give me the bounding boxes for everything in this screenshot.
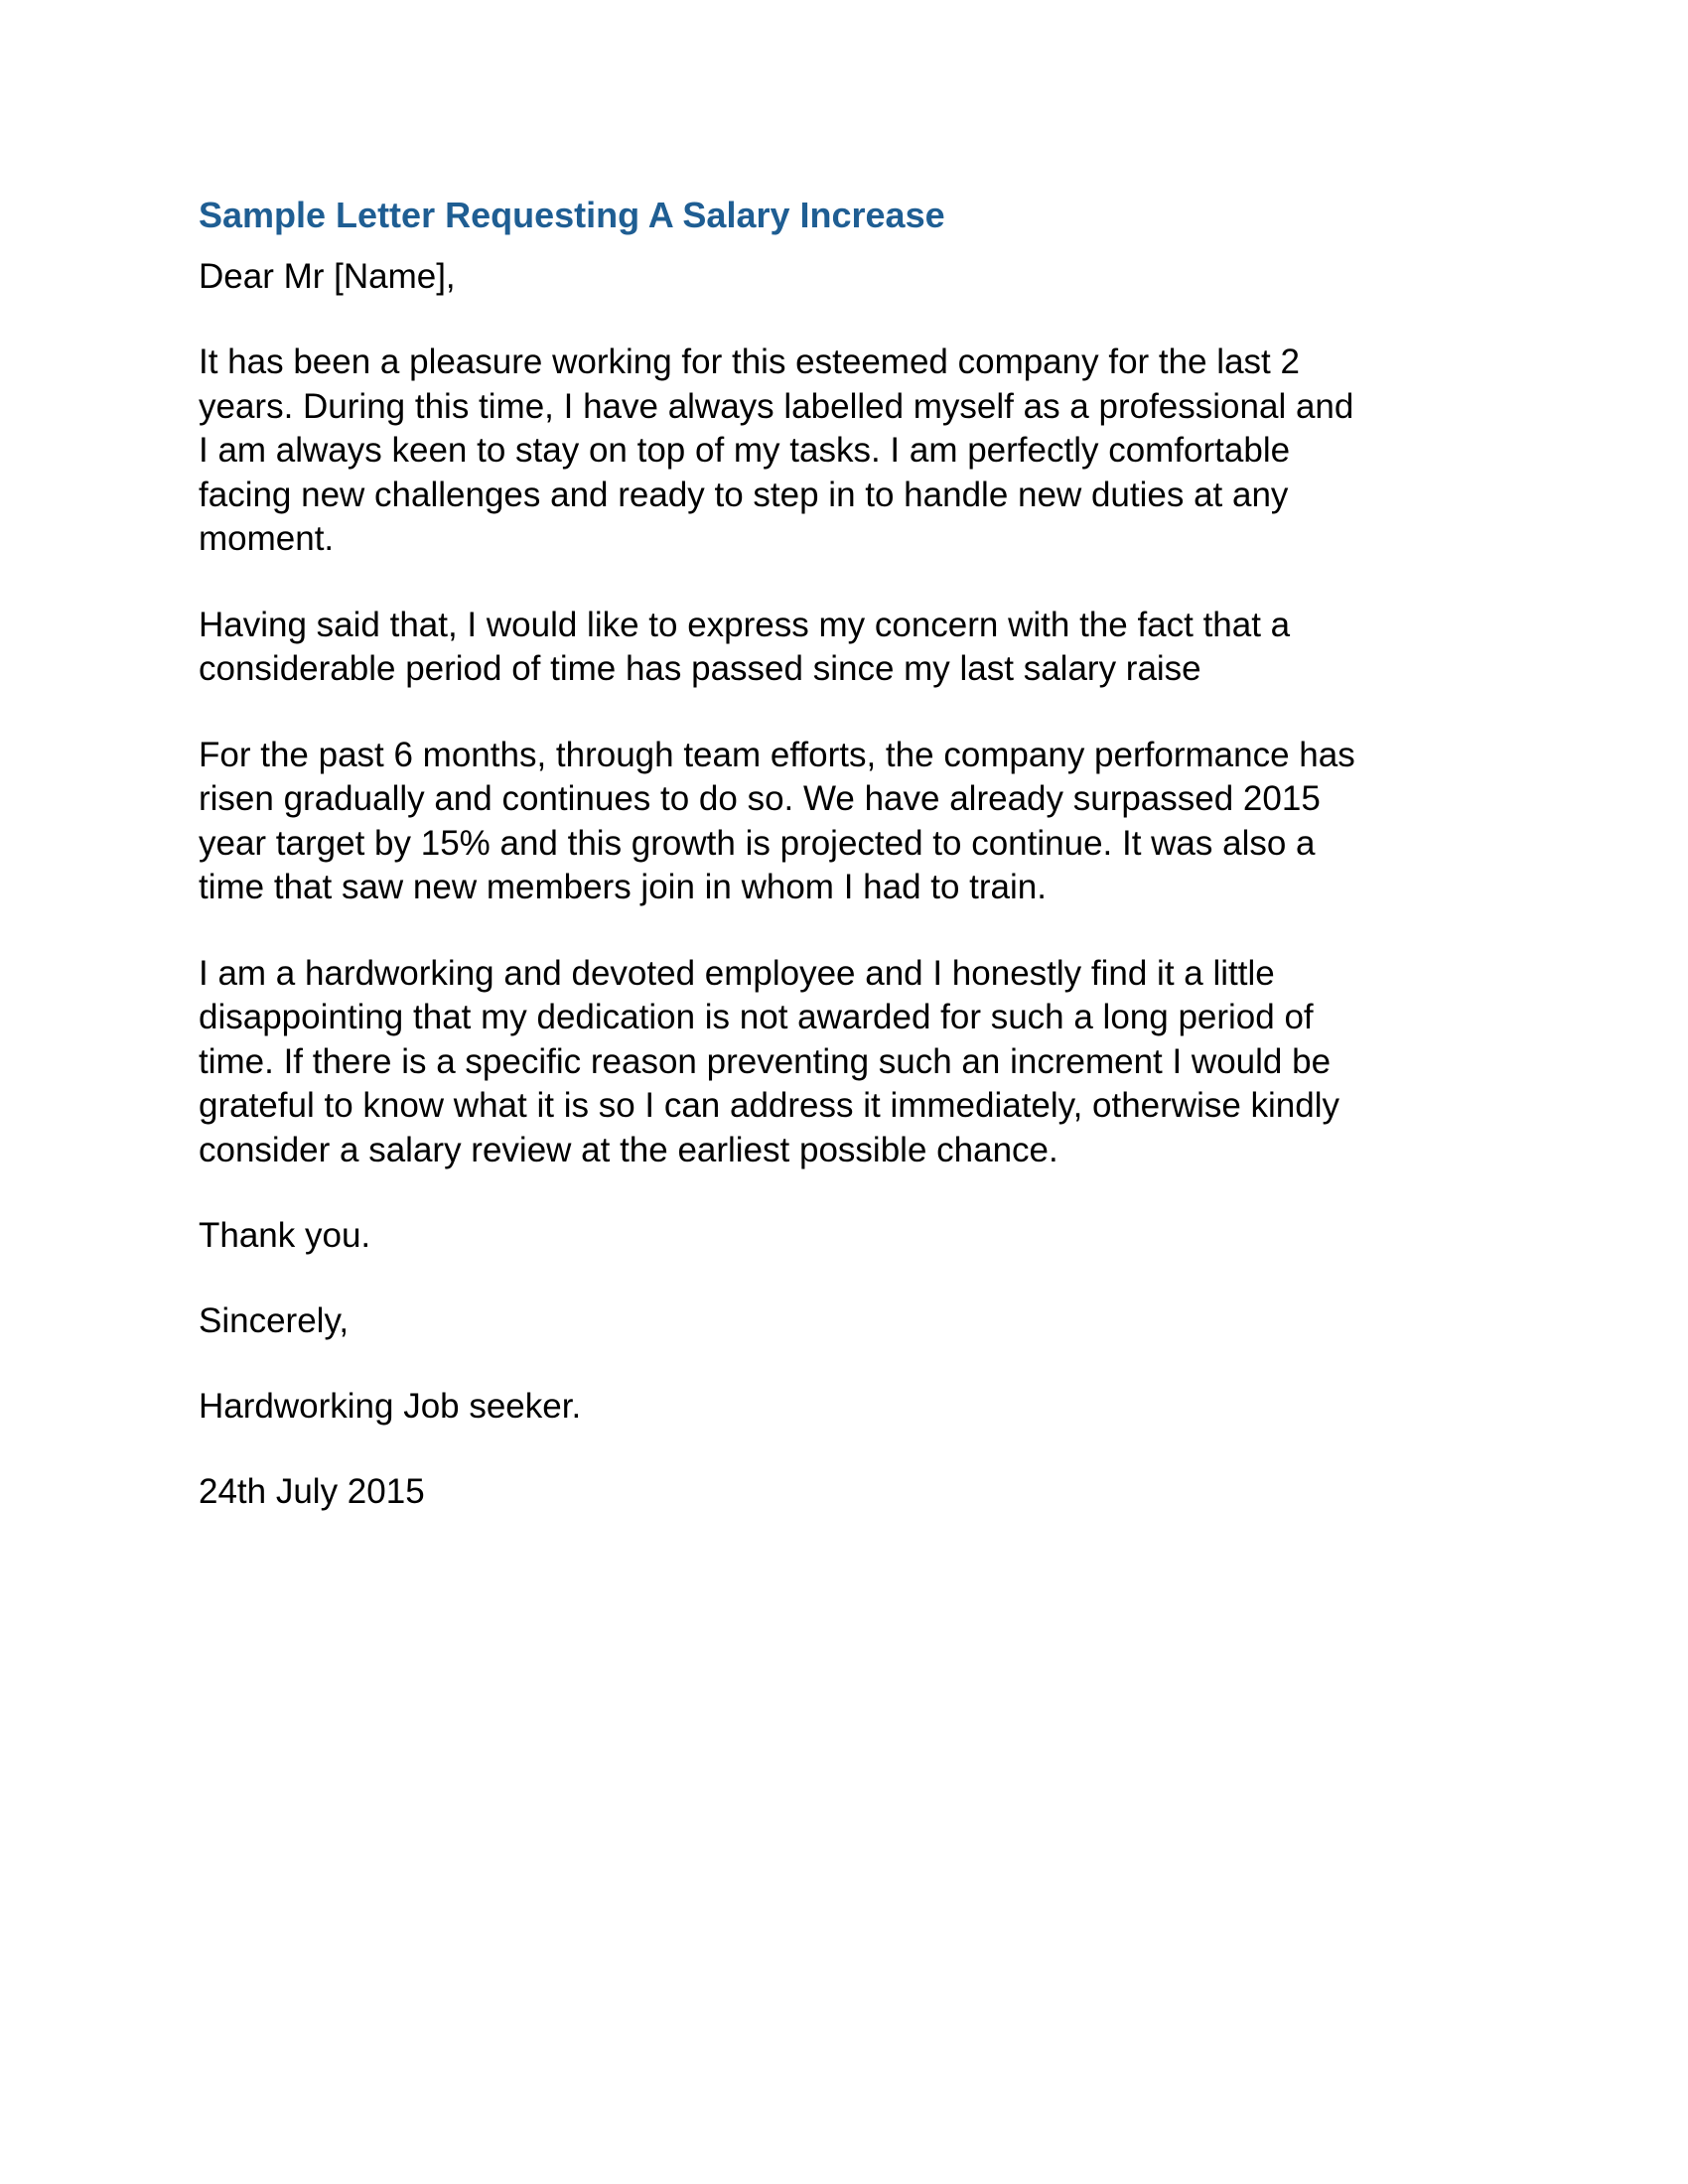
paragraph-intro: It has been a pleasure working for this esteemed company for the last 2 years. During this time, I have always labelled myself as a professional and I am always keen to stay on top of my tasks. I am perfectly comfortable facing new challenges and ready to step in to handle new duties at any moment. (199, 342, 1354, 558)
paragraph-request: I am a hardworking and devoted employee and I honestly find it a little disappointing that my dedication is not awarded for such a long period of time. If there is a specific reason preventing such an increment I would be grateful to know what it is so I can address it immediately, otherwise kindly consider a salary review at the earliest possible chance. (199, 953, 1340, 1169)
closing-line: Sincerely, (199, 1301, 350, 1340)
thank-you-line: Thank you. (199, 1216, 371, 1255)
paragraph-performance: For the past 6 months, through team efforts, the company performance has risen gradually and continues to do so. We have already surpassed 2015 year target by 15% and this growth is projected to continue. It was also a time that saw new members join in whom I had to train. (199, 735, 1355, 906)
letter-title: Sample Letter Requesting A Salary Increase (199, 195, 945, 235)
salutation: Dear Mr [Name], (199, 257, 456, 296)
paragraph-concern: Having said that, I would like to express my concern with the fact that a considerable period of time has passed since my last salary raise (199, 605, 1291, 688)
signature-line: Hardworking Job seeker. (199, 1387, 582, 1426)
letter-body (199, 194, 1509, 1514)
date-line: 24th July 2015 (199, 1472, 425, 1511)
